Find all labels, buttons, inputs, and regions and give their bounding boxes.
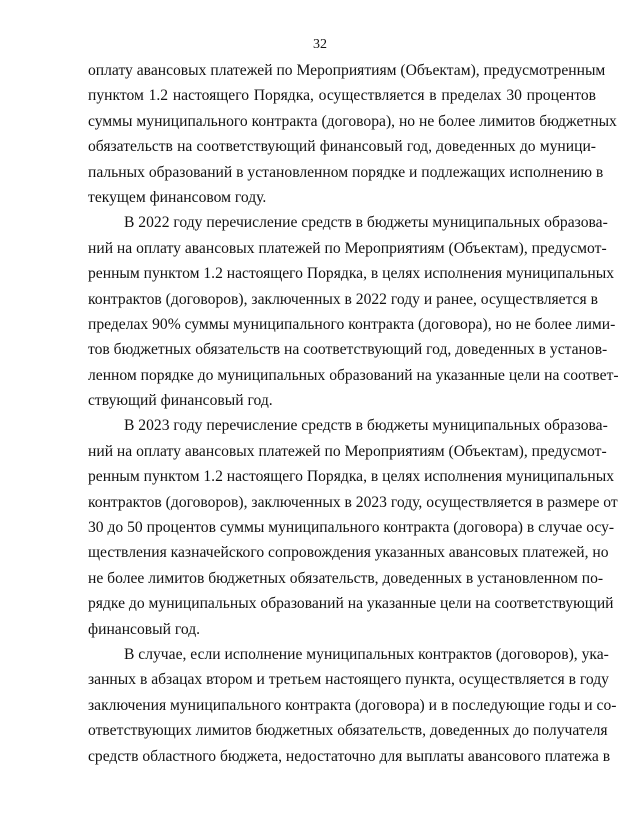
- text-line: В 2022 году перечисление средств в бюджеты муниципальных образова-: [124, 214, 608, 232]
- text-line: пунктом 1.2 настоящего Порядка, осуществляется в пределах 30 процентов: [88, 87, 596, 105]
- text-line: пределах 90% суммы муниципального контракта (договора), но не более лими-: [88, 315, 616, 333]
- text-line: средств областного бюджета, недостаточно для выплаты авансового платежа в: [88, 747, 611, 765]
- text-line: суммы муниципального контракта (договора), но не более лимитов бюджетных: [88, 112, 617, 130]
- text-line: ленном порядке до муниципальных образований на указанные цели на соответ-: [88, 366, 619, 384]
- text-line: пальных образований в установленном порядке и подлежащих исполнению в: [88, 163, 604, 181]
- text-line: 30 до 50 процентов суммы муниципального контракта (договора) в случае осу-: [88, 519, 615, 537]
- text-line: ренным пунктом 1.2 настоящего Порядка, в целях исполнения муниципальных: [88, 265, 615, 283]
- text-line: рядке до муниципальных образований на указанные цели на соответствующий: [88, 595, 614, 613]
- text-line: оплату авансовых платежей по Мероприятиям (Объектам), предусмотренным: [88, 62, 606, 79]
- text-line: ренным пунктом 1.2 настоящего Порядка, в целях исполнения муниципальных: [88, 468, 615, 486]
- text-line: текущем финансовом году.: [88, 188, 267, 206]
- text-line: обязательств на соответствующий финансовый год, доведенных до муници-: [88, 138, 596, 156]
- text-line: тов бюджетных обязательств на соответствующий год, доведенных в установ-: [88, 341, 608, 359]
- text-line: ществления казначейского сопровождения указанных авансовых платежей, но: [88, 544, 609, 562]
- text-line: не более лимитов бюджетных обязательств, доведенных в установленном по-: [88, 569, 604, 587]
- page-number: 32: [313, 37, 327, 52]
- text-line: контрактов (договоров), заключенных в 2022 году и ранее, осуществляется в: [88, 290, 598, 308]
- body-text: [88, 58, 619, 769]
- text-line: контрактов (договоров), заключенных в 2023 году, осуществляется в размере от: [88, 493, 618, 511]
- text-line: ний на оплату авансовых платежей по Мероприятиям (Объектам), предусмот-: [88, 239, 607, 257]
- text-line: В 2023 году перечисление средств в бюджеты муниципальных образова-: [124, 417, 608, 435]
- text-line: В случае, если исполнение муниципальных контрактов (договоров), ука-: [124, 645, 609, 663]
- text-line: финансовый год.: [88, 620, 201, 638]
- text-line: занных в абзацах втором и третьем настоящего пункта, осуществляется в году: [88, 671, 609, 689]
- text-line: заключения муниципального контракта (договора) и в последующие годы и со-: [88, 696, 617, 714]
- text-line: ответствующих лимитов бюджетных обязательств, доведенных до получателя: [88, 722, 608, 740]
- text-line: ствующий финансовый год.: [88, 392, 273, 410]
- text-line: ний на оплату авансовых платежей по Мероприятиям (Объектам), предусмот-: [88, 442, 607, 460]
